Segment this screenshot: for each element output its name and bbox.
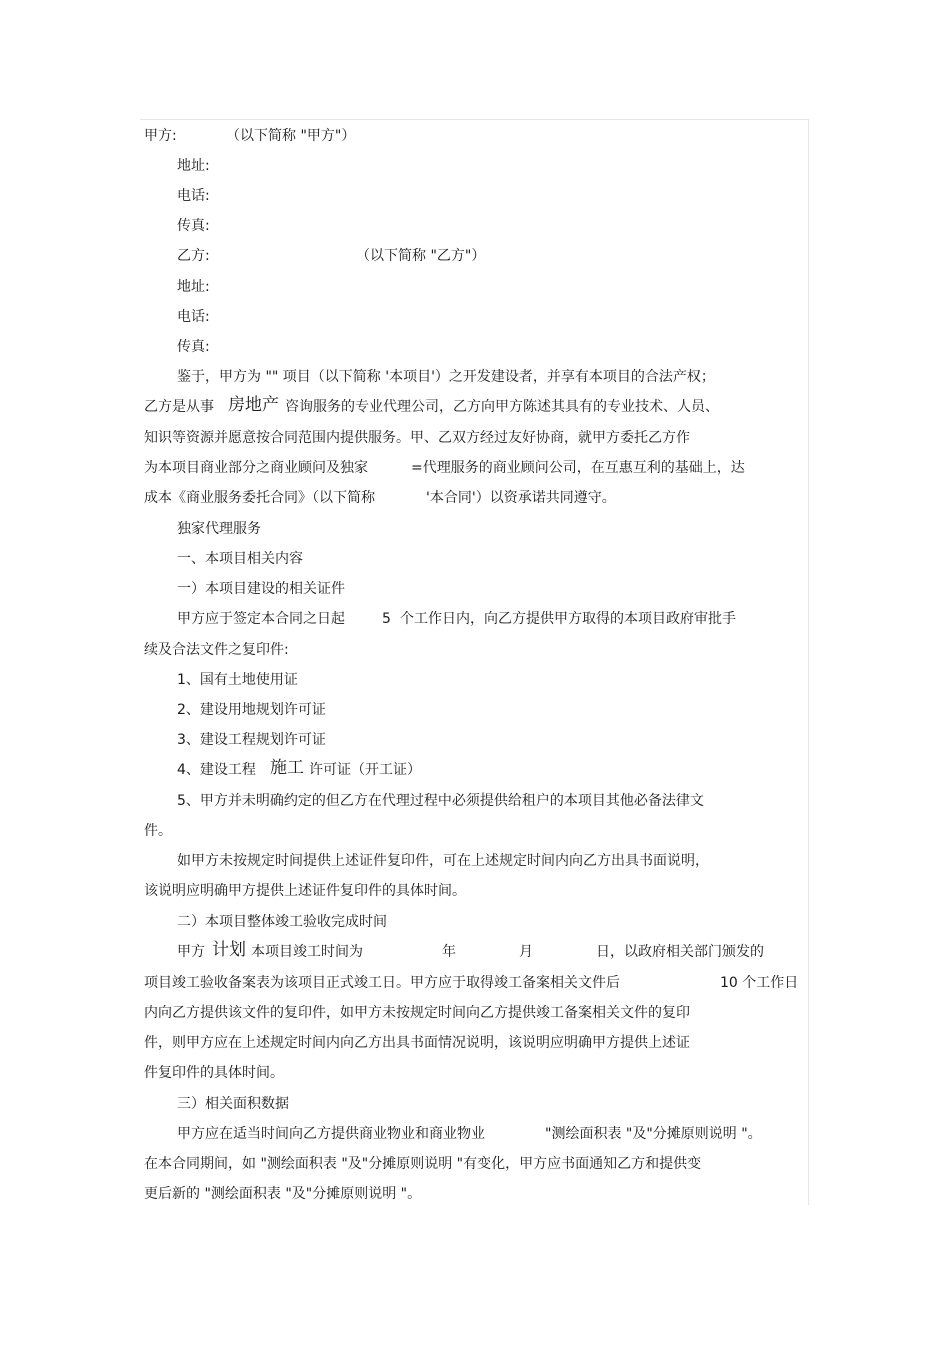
party-b-phone: 电话: — [177, 309, 210, 325]
preamble-line-5b: '本合同'）以资承诺共同遵守。 — [426, 490, 616, 506]
s1-p4b: "测绘面积表 "及"分摊原则说明 "。 — [545, 1126, 762, 1142]
s1-p1d: 续及合法文件之复印件: — [144, 642, 289, 658]
s1-p3h: 10 个工作日 — [720, 975, 799, 991]
preamble-line-2a: 乙方是从事 — [144, 399, 214, 415]
s1-p3c: 本项目竣工时间为 — [251, 944, 363, 960]
cert-item-1: 1、国有土地使用证 — [177, 672, 298, 688]
party-a-label: 甲方: — [144, 128, 177, 144]
party-a-fax: 传真: — [177, 218, 210, 234]
cert-item-3: 3、建设工程规划许可证 — [177, 732, 326, 748]
s1-p2a: 如甲方未按规定时间提供上述证件复印件，可在上述规定时间内向乙方出具书面说明， — [177, 853, 709, 869]
s1-title: 一、本项目相关内容 — [177, 551, 303, 567]
s1-p3k: 件复印件的具体时间。 — [144, 1065, 284, 1081]
s1-p4a: 甲方应在适当时间向乙方提供商业物业和商业物业 — [177, 1126, 485, 1142]
s1-p3b: 计划 — [212, 940, 246, 960]
party-b-label: 乙方: — [177, 248, 210, 264]
preamble-line-2b: 房地产 — [228, 395, 279, 415]
cert-item-5a: 5、甲方并未明确约定的但乙方在代理过程中必须提供给租户的本项目其他必备法律文 — [177, 793, 704, 809]
preamble-line-3: 知识等资源并愿意按合同范围内提供服务。甲、乙双方经过友好协商，就甲方委托乙方作 — [144, 430, 690, 446]
s1-p4d: 更后新的 "测绘面积表 "及"分摊原则说明 "。 — [144, 1186, 422, 1202]
s1-sub3-title: 三）相关面积数据 — [177, 1096, 289, 1112]
s1-p3f: 日，以政府相关部门颁发的 — [596, 944, 764, 960]
preamble-line-4b: =代理服务的商业顾问公司，在互惠互利的基础上，达 — [411, 460, 745, 476]
preamble-line-5a: 成本《商业服务委托合同》（以下简称 — [144, 490, 375, 506]
section-title: 独家代理服务 — [177, 521, 261, 537]
party-b-fax: 传真: — [177, 339, 210, 355]
cert-item-4b: 施工 — [270, 758, 304, 778]
s1-p3i: 内向乙方提供该文件的复印件，如甲方未按规定时间向乙方提供竣工备案相关文件的复印 — [144, 1005, 690, 1021]
s1-p3g: 项目竣工验收备案表为该项目正式竣工日。甲方应于取得竣工备案相关文件后 — [144, 975, 620, 991]
s1-p1a: 甲方应于签定本合同之日起 — [177, 611, 345, 627]
s1-sub1-title: 一）本项目建设的相关证件 — [177, 581, 345, 597]
s1-p1b: 5 — [382, 611, 391, 627]
party-b-address: 地址: — [177, 279, 210, 295]
party-a-alias: （以下简称 "甲方"） — [226, 128, 356, 144]
cert-item-4c: 许可证（开工证） — [309, 762, 421, 778]
preamble-line-4a: 为本项目商业部分之商业顾问及独家 — [144, 460, 368, 476]
cert-item-2: 2、建设用地规划许可证 — [177, 702, 326, 718]
party-b-alias: （以下简称 "乙方"） — [356, 248, 486, 264]
s1-p3d: 年 — [442, 944, 456, 960]
cert-item-4a: 4、建设工程 — [177, 762, 256, 778]
party-a-address: 地址: — [177, 158, 210, 174]
s1-p4c: 在本合同期间，如 "测绘面积表 "及"分摊原则说明 "有变化，甲方应书面通知乙方和提供变 — [144, 1156, 702, 1172]
s1-p3j: 件，则甲方应在上述规定时间内向乙方出具书面情况说明，该说明应明确甲方提供上述证 — [144, 1035, 690, 1051]
cert-item-5b: 件。 — [144, 823, 172, 839]
s1-sub2-title: 二）本项目整体竣工验收完成时间 — [177, 914, 387, 930]
preamble-line-1: 鉴于，甲方为 "" 项目（以下简称 '本项目'）之开发建设者，并享有本项目的合法产权； — [177, 369, 715, 385]
preamble-line-2c: 咨询服务的专业代理公司，乙方向甲方陈述其具有的专业技术、人员、 — [285, 399, 719, 415]
s1-p3e: 月 — [519, 944, 533, 960]
s1-p1c: 个工作日内，向乙方提供甲方取得的本项目政府审批手 — [400, 611, 736, 627]
s1-p3a: 甲方 — [177, 944, 205, 960]
s1-p2b: 该说明应明确甲方提供上述证件复印件的具体时间。 — [144, 883, 466, 899]
party-a-phone: 电话: — [177, 188, 210, 204]
